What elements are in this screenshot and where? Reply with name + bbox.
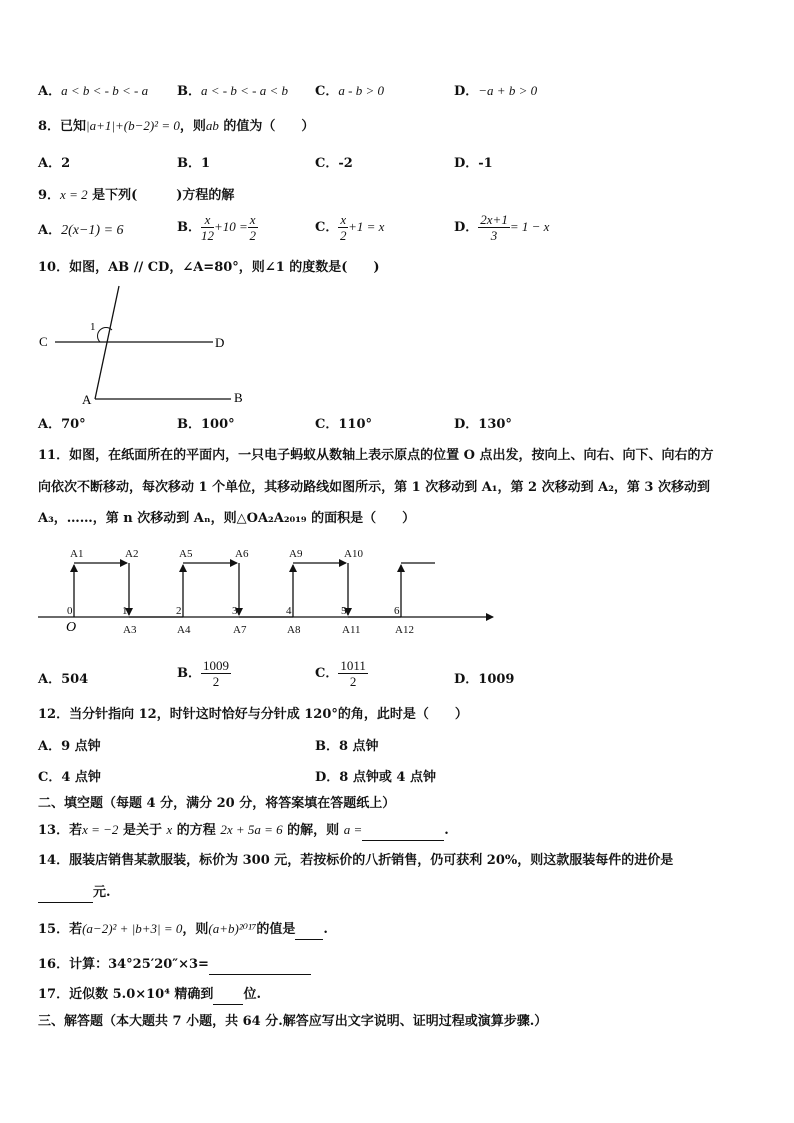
label-c: C	[39, 334, 48, 349]
tick-label-0: 0	[67, 605, 73, 617]
q15-expr1: (a−2)² + |b+3| = 0	[82, 921, 183, 936]
numerator: 1009	[203, 658, 229, 673]
point-label-a1: A1	[70, 548, 84, 560]
tick-label-6: 6	[394, 605, 400, 617]
point-label-a12: A12	[395, 624, 414, 636]
q11-stem-line1: 11．如图，在纸面所在的平面内，一只电子蚂蚁从数轴上表示原点的位置 O 点出发，按向上、向右、向下、向右的方	[38, 448, 714, 463]
option-label: B．	[177, 84, 201, 99]
option-expr: 2(x−1) = 6	[61, 223, 124, 238]
q12-option-d: D．8 点钟或 4 点钟	[315, 770, 436, 785]
q11-option-d: D．1009	[454, 672, 515, 687]
q16-stem	[38, 956, 311, 975]
q9-stem	[38, 186, 234, 205]
label-a: A	[82, 392, 92, 407]
point-label-a10: A10	[344, 548, 363, 560]
option-label: C．	[315, 84, 339, 99]
option-label: A．	[38, 84, 62, 99]
q9-option-d	[454, 212, 549, 243]
q13-mid3: 的解，则	[282, 823, 344, 838]
q10-option-c: C．110°	[315, 417, 372, 432]
q11-option-a: A．504	[38, 672, 89, 687]
q15-end: 的值是	[256, 922, 296, 937]
q14-stem-line2	[38, 884, 111, 903]
q16-text: 16．计算：34°25′20″×3=	[38, 957, 209, 972]
section-2-heading: 二、填空题（每题 4 分，满分 20 分，将答案填在答题纸上）	[38, 796, 396, 811]
q10-option-b: B．100°	[177, 417, 235, 432]
option-label: C．	[315, 220, 339, 235]
q8-expression: |a+1|+(b−2)² = 0	[86, 118, 180, 133]
q15-answer-blank[interactable]	[295, 921, 323, 940]
point-label-a8: A8	[287, 624, 301, 636]
q9-option-c	[315, 212, 384, 243]
q10-option-d: D．130°	[454, 417, 512, 432]
section-3-heading: 三、解答题（本大题共 7 小题，共 64 分.解答应写出文字说明、证明过程或演算步骤.）	[38, 1014, 548, 1029]
point-label-a5: A5	[179, 548, 193, 560]
numerator: x	[249, 212, 256, 227]
q9-option-a	[38, 222, 124, 240]
q12-option-a: A．9 点钟	[38, 739, 101, 754]
q17-answer-blank[interactable]	[213, 986, 243, 1005]
q8-ab: ab	[205, 118, 219, 133]
q8-option-d: D．-1	[454, 156, 493, 171]
q9-number: 9．	[38, 188, 61, 203]
fraction	[201, 658, 231, 689]
option-label: D．	[454, 220, 479, 235]
point-label-a4: A4	[177, 624, 191, 636]
tick-label-2: 2	[176, 605, 182, 617]
q9-expression: x = 2	[60, 187, 88, 202]
q8-number: 8．已知	[38, 119, 87, 134]
denominator: 2	[349, 674, 357, 689]
option-expr: +10 =	[214, 219, 248, 234]
label-1: 1	[90, 321, 96, 333]
q17-pre: 17．近似数 5.0×10⁴ 精确到	[38, 987, 214, 1002]
q11-stem-line2: 向依次不断移动，每次移动 1 个单位，其移动路线如图所示，第 1 次移动到 A₁，第 2 次移动到 A₂，第 3 次移动到	[38, 480, 711, 495]
q7-option-a	[38, 82, 148, 101]
origin-label: O	[66, 620, 77, 635]
q10-figure	[30, 280, 260, 410]
q13-number: 13．若	[38, 823, 83, 838]
q16-answer-blank[interactable]	[209, 956, 311, 975]
q10-stem: 10．如图，AB // CD，∠A=80°，则∠1 的度数是( )	[38, 260, 380, 275]
q11-option-b	[177, 658, 231, 689]
label-d: D	[215, 335, 225, 350]
tick-label-3: 3	[232, 605, 238, 617]
q8-end: 的值为（ ）	[218, 119, 315, 134]
q8-option-b: B．1	[177, 156, 211, 171]
point-label-a7: A7	[233, 624, 247, 636]
denominator: 2	[340, 228, 347, 243]
q9-text: 是下列( )方程的解	[87, 188, 235, 203]
q13-mid1: 是关于	[118, 823, 167, 838]
option-expr: a < - b < - a < b	[201, 83, 288, 98]
q8-option-c: C．-2	[315, 156, 353, 171]
q13-mid2: 的方程	[172, 823, 221, 838]
option-label: B．	[177, 220, 201, 235]
q15-mid: ，则	[182, 922, 209, 937]
q11-stem-line3: A₃，……，第 n 次移动到 Aₙ，则△OA₂A₂₀₁₉ 的面积是（ ）	[38, 511, 416, 526]
option-label: C．	[315, 666, 339, 681]
q13-stem	[38, 821, 449, 841]
denominator: 12	[201, 228, 214, 243]
ant-path	[74, 563, 435, 617]
q8-option-a: A．2	[38, 156, 71, 171]
q14-answer-blank[interactable]	[38, 884, 93, 903]
q15-number: 15．若	[38, 922, 83, 937]
q10-option-a: A．70°	[38, 417, 86, 432]
point-label-a2: A2	[125, 548, 139, 560]
q15-stem	[38, 920, 328, 940]
q13-expr2: 2x + 5a = 6	[220, 822, 283, 837]
denominator: 2	[212, 674, 220, 689]
point-label-a3: A3	[123, 624, 137, 636]
fraction	[201, 212, 214, 243]
fraction	[338, 658, 368, 689]
numerator: 2x+1	[480, 212, 508, 227]
q13-end: .	[444, 823, 449, 838]
q17-post: 位.	[243, 987, 261, 1002]
q11-figure	[38, 543, 498, 638]
denominator: 2	[249, 228, 256, 243]
q7-option-d	[454, 82, 537, 101]
denominator: 3	[490, 228, 498, 243]
q14-stem-line1: 14．服装店销售某款服装，标价为 300 元，若按标价的八折销售，仍可获利 20%，则这款服装每件的进价是	[38, 853, 674, 868]
tick-labels	[67, 548, 414, 636]
tick-label-4: 4	[286, 605, 292, 617]
numerator: 1011	[340, 658, 366, 673]
option-expr: +1 = x	[348, 219, 385, 234]
fraction	[248, 212, 258, 243]
numerator: x	[340, 212, 347, 227]
q17-stem	[38, 986, 261, 1005]
fraction	[338, 212, 348, 243]
q7-option-b	[177, 82, 288, 101]
tick-label-1: 1	[122, 605, 128, 617]
point-label-a6: A6	[235, 548, 249, 560]
q12-option-c: C．4 点钟	[38, 770, 101, 785]
option-expr: = 1 − x	[509, 219, 550, 234]
tick-label-5: 5	[341, 605, 347, 617]
q13-x: x	[166, 822, 173, 837]
q15-expr2: (a+b)²⁰¹⁷	[208, 921, 257, 936]
option-label: B．	[177, 666, 201, 681]
q12-stem: 12．当分针指向 12，时针这时恰好与分针成 120°的角，此时是（ ）	[38, 707, 468, 722]
q7-option-c	[315, 82, 384, 101]
q15-dot: .	[323, 922, 328, 937]
option-label: A．	[38, 223, 62, 238]
fraction	[478, 212, 510, 243]
option-expr: a < b < - b < - a	[61, 83, 149, 98]
q12-option-b: B．8 点钟	[315, 739, 379, 754]
option-expr: −a + b > 0	[478, 83, 538, 98]
q9-option-b	[177, 212, 258, 243]
point-label-a9: A9	[289, 548, 303, 560]
option-expr: a - b > 0	[338, 83, 384, 98]
q8-tail: ，则	[179, 119, 206, 134]
q13-expr3: a =	[343, 822, 363, 837]
label-b: B	[234, 390, 243, 405]
q13-answer-blank[interactable]	[362, 822, 444, 841]
q11-option-c	[315, 658, 368, 689]
option-label: D．	[454, 84, 479, 99]
q8-stem	[38, 117, 314, 136]
numerator: x	[201, 212, 214, 228]
q13-expr1: x = −2	[82, 822, 119, 837]
point-label-a11: A11	[342, 624, 361, 636]
q14-unit: 元.	[93, 885, 111, 900]
